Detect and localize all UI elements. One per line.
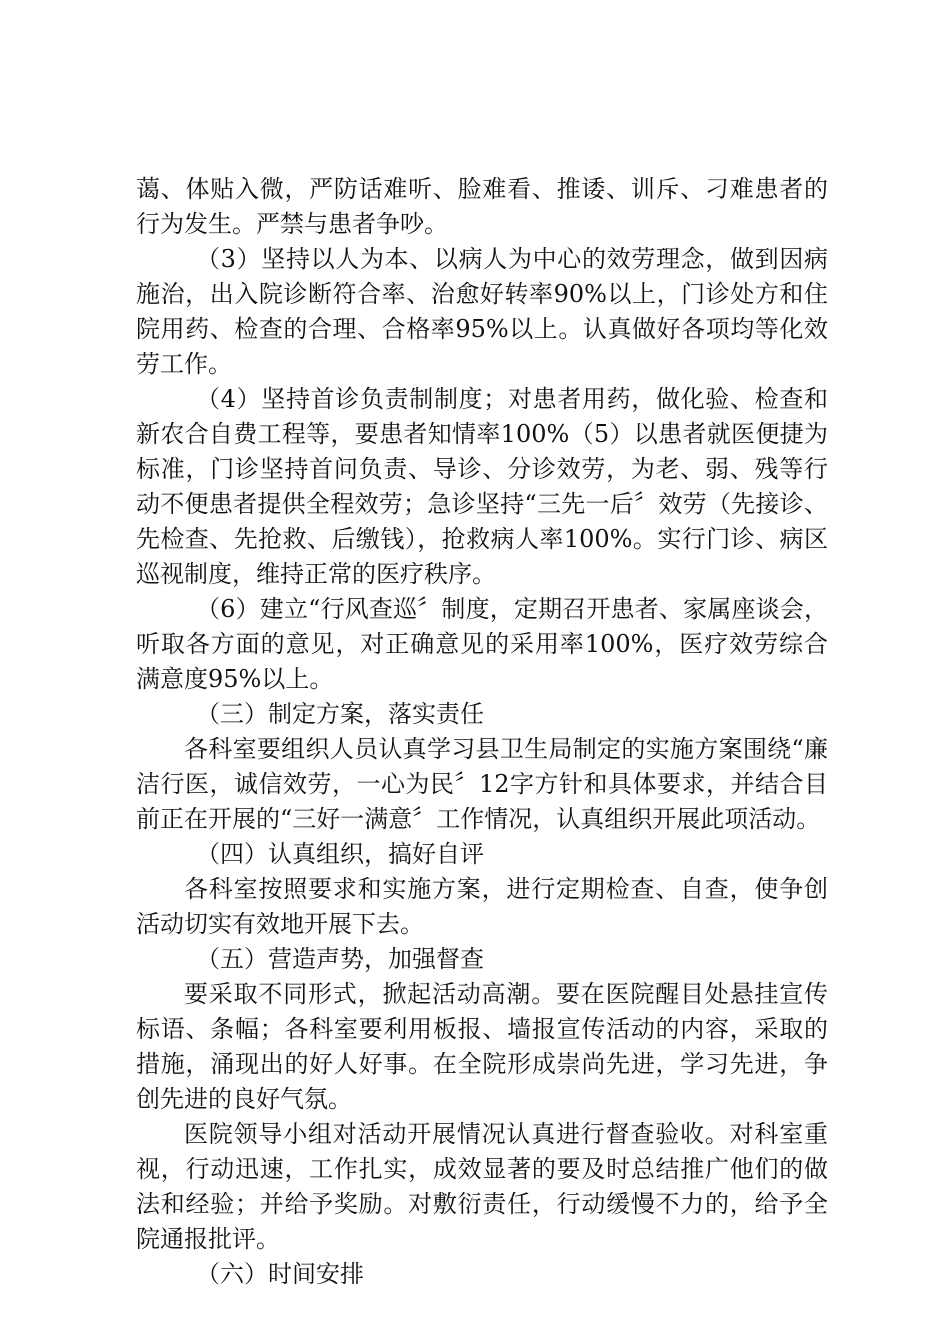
paragraph-item-6: （6）建立“行风查巡〞制度，定期召开患者、家属座谈会，听取各方面的意见，对正确意见的采用率100%，医疗效劳综合满意度95%以上。 [136,595,828,693]
paragraph-continuation: 蔼、体贴入微，严防话难听、脸难看、推诿、训斥、刁难患者的行为发生。严禁与患者争吵。 [136,175,828,238]
section-heading-5: （五）营造声势，加强督查 [196,945,484,973]
paragraph-item-4-5: （4）坚持首诊负责制制度；对患者用药，做化验、检查和新农合自费工程等，要患者知情率100%（5）以患者就医便捷为标准，门诊坚持首问负责、导诊、分诊效劳，为老、弱、残等行动不便患者提供全程效劳；急诊坚持“三先一后〞效劳（先接诊、先检查、先抢救、后缴钱），抢救病人率100%。实行门诊、病区巡视制度，维持正常的医疗秩序。 [136,385,828,588]
section-heading-4: （四）认真组织，搞好自评 [196,840,484,868]
paragraph-section-5-a: 要采取不同形式，掀起活动高潮。要在医院醒目处悬挂宣传标语、条幅；各科室要利用板报、墙报宣传活动的内容，采取的措施，涌现出的好人好事。在全院形成崇尚先进，学习先进，争创先进的良好气氛。 [136,980,828,1113]
section-heading-3: （三）制定方案，落实责任 [196,700,484,728]
paragraph-section-4: 各科室按照要求和实施方案，进行定期检查、自查，使争创活动切实有效地开展下去。 [136,875,828,938]
paragraph-section-3: 各科室要组织人员认真学习县卫生局制定的实施方案围绕“廉洁行医，诚信效劳，一心为民〞12字方针和具体要求，并结合目前正在开展的“三好一满意〞工作情况，认真组织开展此项活动。 [136,735,828,833]
paragraph-item-3: （3）坚持以人为本、以病人为中心的效劳理念，做到因病施治，出入院诊断符合率、治愈好转率90%以上，门诊处方和住院用药、检查的合理、合格率95%以上。认真做好各项均等化效劳工作。 [136,245,828,378]
section-heading-6: （六）时间安排 [196,1260,364,1288]
paragraph-section-5-b: 医院领导小组对活动开展情况认真进行督查验收。对科室重视，行动迅速，工作扎实，成效显著的要及时总结推广他们的做法和经验；并给予奖励。对敷衍责任，行动缓慢不力的，给予全院通报批评。 [136,1120,828,1253]
document-body [136,172,828,1292]
